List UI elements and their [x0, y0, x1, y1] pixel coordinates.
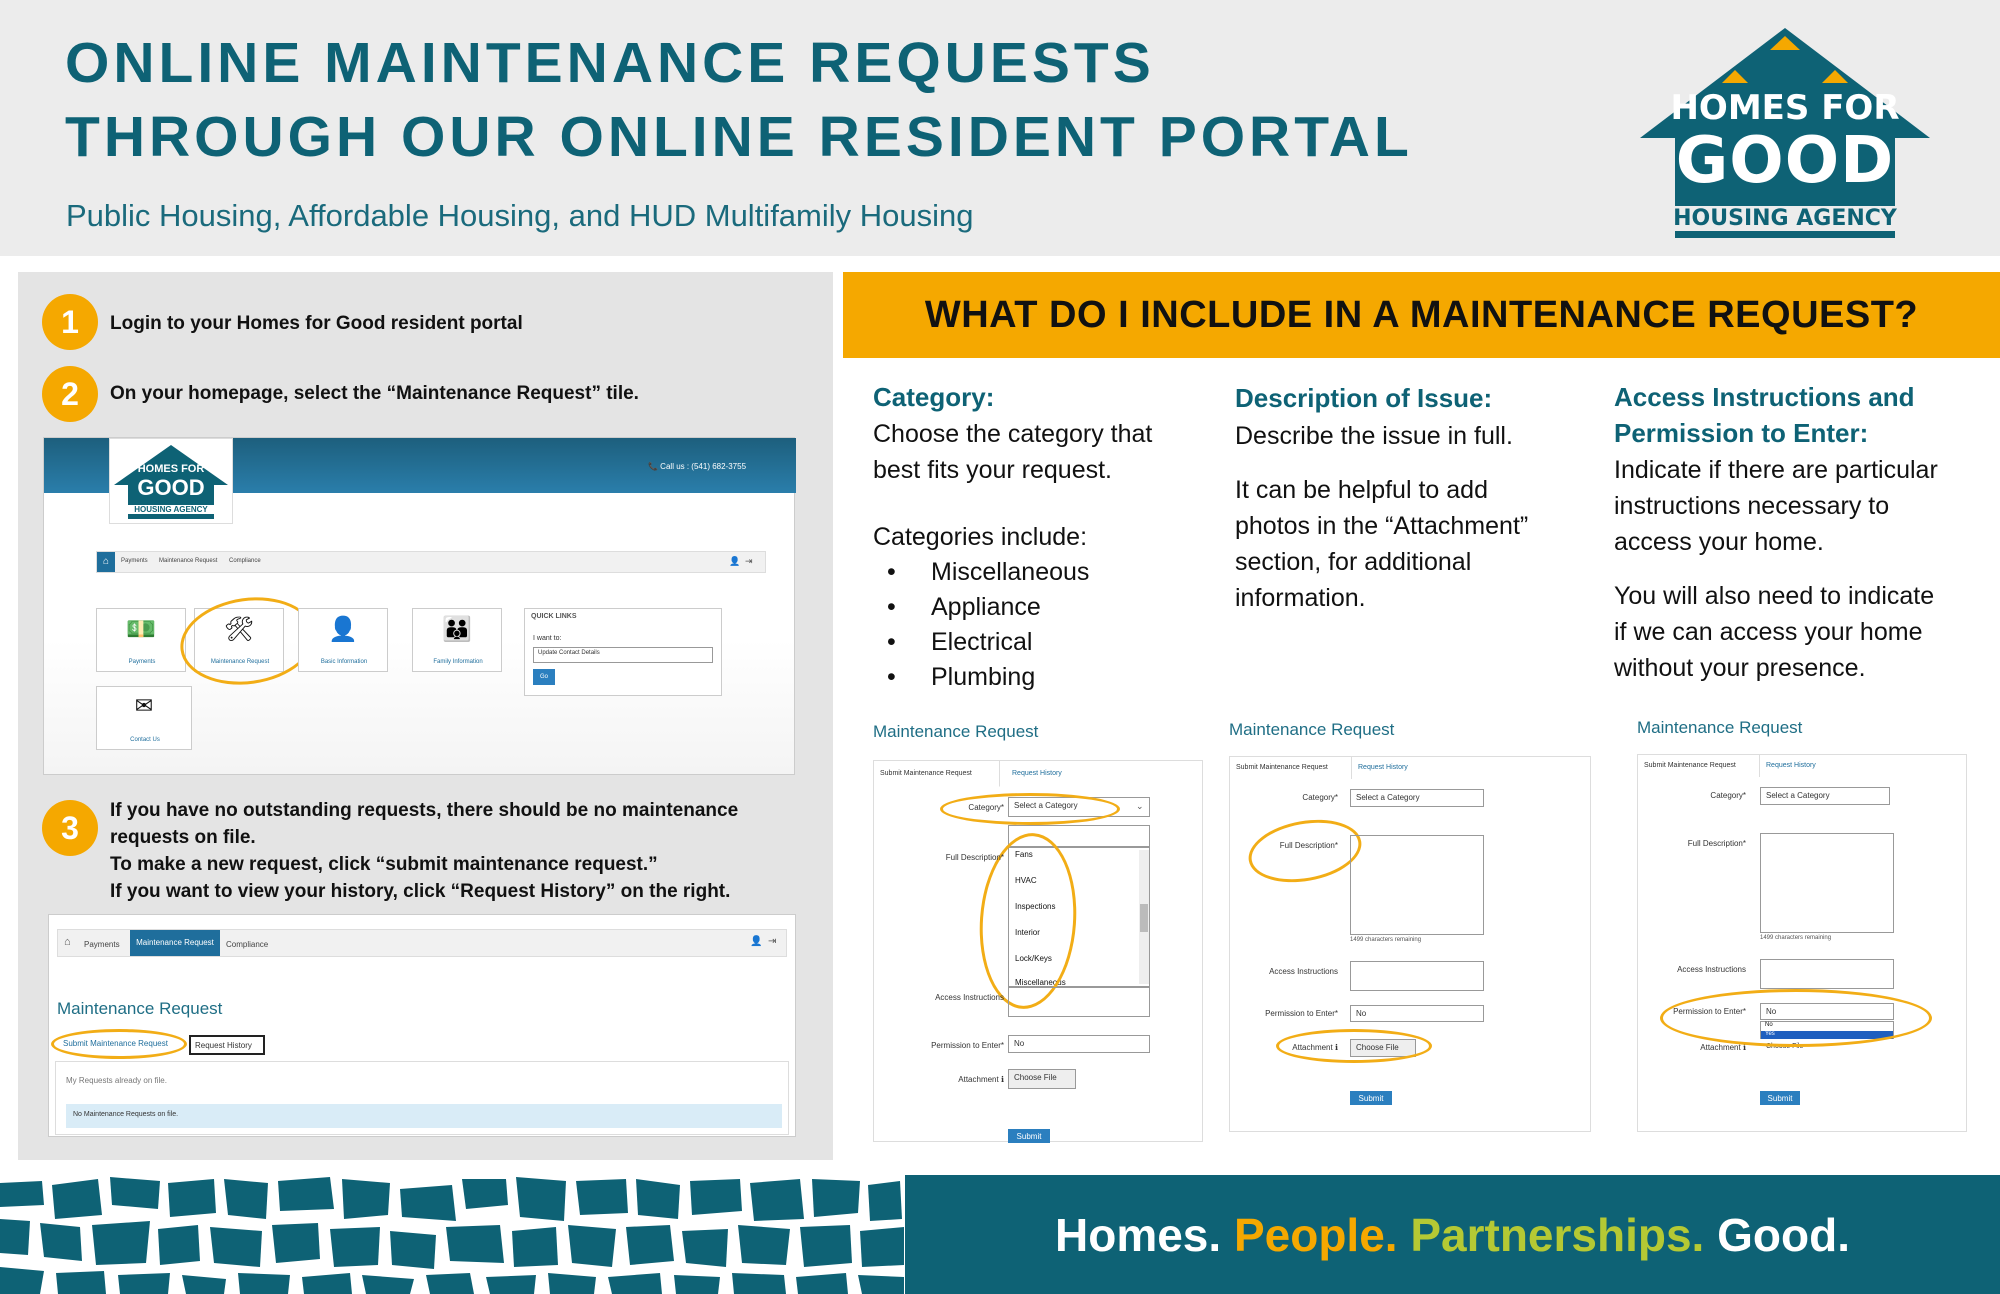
step-3-line4: If you want to view your history, click “Request History” on the right.: [110, 881, 731, 902]
form2-title: Maintenance Request: [1229, 720, 1395, 739]
col2-line4: photos in the “Attachment”: [1235, 512, 1529, 540]
form2-description: [1229, 756, 1591, 1132]
step-3-line3: To make a new request, click “submit maintenance request.”: [110, 854, 658, 875]
form2-category-select[interactable]: Select a Category: [1350, 789, 1484, 807]
dropdown-scroll-thumb[interactable]: [1140, 904, 1148, 932]
form3-permission: [1637, 754, 1967, 1132]
permission-option-yes[interactable]: Yes: [1761, 1031, 1893, 1039]
portal-logo: [109, 438, 233, 524]
portal-phone: 📞 Call us : (541) 682-3755: [648, 462, 747, 471]
page-title-line2: THROUGH OUR ONLINE RESIDENT PORTAL: [65, 105, 1413, 169]
go-button[interactable]: Go: [533, 669, 555, 685]
col1-bullet-2: • Appliance: [873, 590, 1041, 625]
col1-text2: best fits your request.: [873, 456, 1113, 484]
family-icon: 👪: [442, 616, 472, 643]
form3-choose-file[interactable]: Choose File: [1766, 1043, 1804, 1050]
requests-title: Maintenance Request: [57, 999, 223, 1018]
logout-icon[interactable]: ⇥: [768, 936, 777, 947]
page-title-line1: ONLINE MAINTENANCE REQUESTS: [65, 31, 1155, 95]
form2-submit-button[interactable]: Submit: [1350, 1091, 1392, 1105]
portal-logo-line1: HOMES FOR: [137, 463, 205, 475]
form3-tab-submit[interactable]: Submit Maintenance Request: [1638, 755, 1760, 777]
form2-full-desc-label: Full Description*: [1279, 841, 1338, 850]
step-2-badge: 2: [42, 366, 98, 422]
col1-heading: Category:: [873, 382, 995, 412]
step-1-text: Login to your Homes for Good resident portal: [110, 313, 523, 334]
tagline-partnerships: Partnerships.: [1410, 1208, 1705, 1261]
form3-access-label: Access Instructions: [1677, 965, 1746, 974]
col3-heading1: Access Instructions and: [1614, 382, 1915, 412]
highlight-permission: [1660, 989, 1932, 1047]
form3-submit-button[interactable]: Submit: [1760, 1091, 1800, 1105]
col3-line1: Indicate if there are particular: [1614, 456, 1938, 484]
form3-title: Maintenance Request: [1637, 718, 1803, 737]
step-2-text: On your homepage, select the “Maintenance Request” tile.: [110, 383, 639, 404]
quick-links-box: [524, 608, 722, 696]
portal-requests-screenshot: [48, 914, 796, 1137]
col2-line5: section, for additional: [1235, 548, 1472, 576]
form3-desc-textarea[interactable]: [1760, 833, 1894, 933]
form2-permission-label: Permission to Enter*: [1265, 1009, 1338, 1018]
form3-permission-label: Permission to Enter*: [1673, 1007, 1746, 1016]
requests-body: [55, 1061, 789, 1135]
tile-contact-us[interactable]: [96, 686, 192, 750]
nav-maintenance-active[interactable]: Maintenance Request: [130, 930, 220, 956]
tile-family-info-label: Family Information: [433, 659, 483, 665]
include-banner-text: WHAT DO I INCLUDE IN A MAINTENANCE REQUEST?: [924, 293, 1919, 336]
form3-category-label: Category*: [1710, 791, 1746, 800]
option-lock-keys[interactable]: Lock/Keys: [1015, 954, 1052, 963]
tile-family-info[interactable]: [412, 608, 502, 672]
form3-full-desc-label: Full Description*: [1687, 839, 1746, 848]
col3-line7: without your presence.: [1614, 654, 1866, 682]
quick-links-label: I want to:: [533, 635, 562, 642]
requests-none-alert: No Maintenance Requests on file.: [66, 1104, 782, 1128]
tile-basic-info[interactable]: [298, 608, 388, 672]
nav-compliance[interactable]: Compliance: [226, 940, 269, 949]
form2-chars-remaining: 1499 characters remaining: [1350, 937, 1422, 943]
form1-access-label: Access Instructions: [935, 993, 1004, 1002]
form2-access-textarea[interactable]: [1350, 961, 1484, 991]
highlight-attachment: [1276, 1029, 1432, 1063]
form2-tab-history[interactable]: Request History: [1358, 764, 1408, 771]
form1-tab-history[interactable]: Request History: [1012, 770, 1062, 777]
form1-attachment-label: Attachment ℹ: [958, 1075, 1004, 1084]
step-1-badge: 1: [42, 294, 98, 350]
step-3-line2: requests on file.: [110, 827, 256, 848]
step-3-badge: 3: [42, 800, 98, 856]
option-inspections[interactable]: Inspections: [1015, 902, 1056, 911]
col1-bullet-4: • Plumbing: [873, 660, 1035, 695]
form1-permission-select[interactable]: No: [1008, 1035, 1150, 1053]
form1-access-textarea[interactable]: [1008, 987, 1150, 1017]
homes-for-good-logo: [1640, 28, 1930, 238]
col2-line6: information.: [1235, 584, 1366, 612]
col1-text3: Categories include:: [873, 523, 1088, 551]
tile-payments[interactable]: [96, 608, 186, 672]
form2-desc-textarea[interactable]: [1350, 835, 1484, 935]
home-icon[interactable]: ⌂: [64, 936, 71, 948]
logo-line3: HOUSING AGENCY: [1640, 206, 1930, 231]
quick-links-title: QUICK LINKS: [531, 613, 577, 620]
user-icon[interactable]: 👤: [729, 556, 741, 566]
form3-attachment-label: Attachment ℹ: [1700, 1043, 1746, 1052]
tagline-people: People.: [1233, 1208, 1398, 1261]
col1-bullet-1: • Miscellaneous: [873, 555, 1089, 590]
col3-line2: instructions necessary to: [1614, 492, 1890, 520]
col1-bullet-3: • Electrical: [873, 625, 1032, 660]
mosaic-pattern: [0, 1175, 905, 1294]
requests-nav-bar: [57, 929, 787, 957]
col3-line6: if we can access your home: [1614, 618, 1923, 646]
money-icon: 💵: [126, 616, 156, 643]
step-3-line1: If you have no outstanding requests, there should be no maintenance: [110, 800, 739, 821]
tagline-good: Good.: [1717, 1208, 1850, 1261]
footer-mosaic: [0, 1175, 905, 1294]
col2-line1: Describe the issue in full.: [1235, 422, 1513, 450]
col3-line3: access your home.: [1614, 528, 1824, 556]
chevron-down-icon: ⌄: [1136, 801, 1144, 811]
form3-access-textarea[interactable]: [1760, 959, 1894, 989]
requests-already: My Requests already on file.: [66, 1076, 167, 1085]
logo-line1: HOMES FOR: [1670, 88, 1900, 128]
person-icon: 👤: [328, 616, 358, 643]
quick-links-select[interactable]: Update Contact Details: [533, 647, 713, 663]
form2-access-label: Access Instructions: [1269, 967, 1338, 976]
form1-title: Maintenance Request: [873, 722, 1039, 741]
portal-logo-line2: GOOD: [137, 475, 205, 500]
option-fans[interactable]: Fans: [1015, 850, 1033, 859]
tab-request-history[interactable]: Request History: [189, 1035, 265, 1055]
tile-payments-label: Payments: [128, 659, 156, 665]
footer-tagline: [1055, 1208, 1850, 1262]
form3-permission-select[interactable]: No: [1760, 1003, 1894, 1020]
col2-heading: Description of Issue:: [1235, 383, 1493, 413]
page-subtitle: Public Housing, Affordable Housing, and HUD Multifamily Housing: [66, 198, 974, 233]
col3-line5: You will also need to indicate: [1614, 582, 1935, 610]
form2-category-label: Category*: [1302, 793, 1338, 802]
form1-submit-button[interactable]: Submit: [1008, 1129, 1050, 1143]
form2-permission-select[interactable]: No: [1350, 1005, 1484, 1022]
user-icon[interactable]: 👤: [750, 936, 763, 947]
form1-category: [873, 760, 1203, 1142]
tile-contact-us-label: Contact Us: [130, 737, 160, 743]
nav-compliance[interactable]: Compliance: [229, 558, 261, 564]
form2-attachment-label: Attachment ℹ: [1292, 1043, 1338, 1052]
footer-tagline-bar: [905, 1175, 2000, 1294]
form3-tab-history[interactable]: Request History: [1766, 762, 1816, 769]
logo-line2: GOOD: [1675, 124, 1895, 198]
mail-icon: ✉: [134, 693, 154, 718]
option-miscellaneous[interactable]: Miscellaneous: [1015, 978, 1066, 987]
form1-category-label: Category*: [968, 803, 1004, 812]
form1-permission-label: Permission to Enter*: [931, 1041, 1004, 1050]
nav-payments[interactable]: Payments: [121, 558, 148, 564]
form1-category-select[interactable]: Select a Category: [1008, 797, 1150, 817]
form3-category-select[interactable]: Select a Category: [1760, 787, 1890, 805]
form1-choose-file[interactable]: Choose File: [1008, 1069, 1076, 1089]
form2-tab-submit[interactable]: Submit Maintenance Request: [1230, 757, 1352, 779]
tile-basic-info-label: Basic Information: [320, 659, 368, 665]
highlight-category: [940, 793, 1120, 825]
tab-submit-request[interactable]: Submit Maintenance Request: [63, 1039, 168, 1048]
permission-option-no[interactable]: No: [1765, 1022, 1773, 1028]
home-icon[interactable]: ⌂: [97, 552, 115, 572]
highlight-submit-tab: [51, 1029, 187, 1059]
form2-choose-file[interactable]: Choose File: [1350, 1039, 1416, 1057]
include-banner: [843, 272, 2000, 358]
logout-icon[interactable]: ⇥: [745, 556, 753, 566]
tools-icon: 🛠: [223, 616, 255, 643]
form1-full-desc-label: Full Description*: [945, 853, 1004, 862]
option-interior[interactable]: Interior: [1015, 928, 1040, 937]
col2-line3: It can be helpful to add: [1235, 476, 1488, 504]
portal-home-screenshot: [43, 437, 795, 775]
form1-tab-submit[interactable]: Submit Maintenance Request: [874, 761, 1000, 787]
option-hvac[interactable]: HVAC: [1015, 876, 1037, 885]
col3-heading2: Permission to Enter:: [1614, 418, 1869, 448]
form3-chars-remaining: 1499 characters remaining: [1760, 935, 1832, 941]
highlight-full-desc: [1244, 812, 1367, 891]
portal-nav-bar: [96, 551, 766, 573]
nav-payments[interactable]: Payments: [84, 940, 120, 949]
col1-text1: Choose the category that: [873, 420, 1153, 448]
nav-maintenance[interactable]: Maintenance Request: [159, 558, 218, 564]
tagline-homes: Homes.: [1055, 1208, 1222, 1261]
portal-logo-line3: HOUSING AGENCY: [110, 505, 232, 514]
tile-maintenance-label: Maintenance Request: [210, 659, 270, 665]
